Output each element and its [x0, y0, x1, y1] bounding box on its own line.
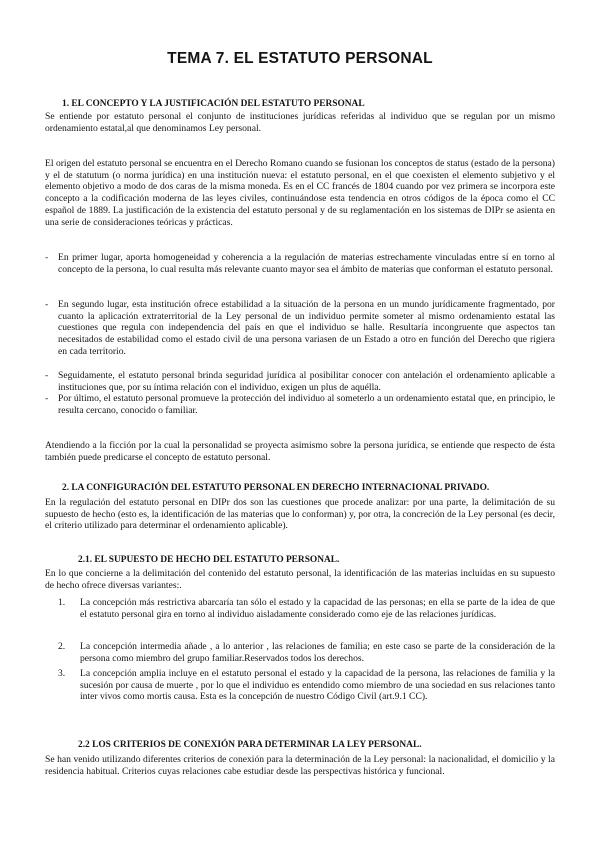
section-1-origin-paragraph: El origen del estatuto personal se encuentra en el Derecho Romano cuando se fusionan los conceptos de status (estado de la persona) y el de statutum (o norma jurídica) en una institución nueva: el estatuto personal, en el que coexisten el elemento subjetivo y el elemento objetivo a modo de dos caras de la misma moneda. Es en el CC francés de 1804 cuando por vez primera se incorpora este concepto a la codificación moderna de las leyes civiles, continuándose esta tendencia en otros códigos de la época como el CC español de 1889. La justificación de la existencia del estatuto personal y de su reglamentación en los sistemas de DIPr se asienta en una serie de consideraciones teóricas y prácticas.	[45, 158, 555, 228]
item-text: La concepción más restrictiva abarcaría tan sólo el estado y la capacidad de las personas; en ella se parte de la idea de que el estatuto personal gira en torno al individuo aisladamente considerado como eje de las relaciones jurídicas.	[80, 597, 555, 620]
section-1-heading: 1. EL CONCEPTO Y LA JUSTIFICACIÓN DEL ESTATUTO PERSONAL	[62, 99, 365, 109]
bullet-text: Seguidamente, el estatuto personal brinda seguridad jurídica al posibilitar conocer con antelación el ordenamiento aplicable a instituciones que, por su íntima relación con el individuo, exigen un plus de aquélla.	[58, 370, 555, 393]
bullet-dash: -	[45, 299, 49, 310]
subsection-2-1-intro: En lo que concierne a la delimitación del contenido del estatuto personal, la identificación de las materias incluidas en su supuesto de hecho ofrece diversas variantes:.	[45, 568, 555, 591]
bullet-text: Por último, el estatuto personal promueve la protección del individuo al someterlo a un ordenamiento estatal que, en principio, le resulta cercano, conocido o familiar.	[58, 393, 555, 416]
bullet-dash: -	[45, 393, 49, 404]
section-1-closing: Atendiendo a la ficción por la cual la personalidad se proyecta asimismo sobre la persona jurídica, se entiende que respecto de ésta también puede predicarse el concepto de estatuto personal.	[45, 440, 555, 463]
subsection-2-2-text: Se han venido utilizando diferentes criterios de conexión para la determinación de la Ley personal: la nacionalidad, el domicilio y la residencia habitual. Criterios cuyas relaciones cabe estudiar desde las perspectivas histórica y funcional.	[45, 754, 555, 777]
subsection-2-2-heading: 2.2 LOS CRITERIOS DE CONEXIÓN PARA DETERMINAR LA LEY PERSONAL.	[78, 740, 422, 750]
section-2-intro: En la regulación del estatuto personal en DIPr dos son las cuestiones que procede analizar: por una parte, la delimitación de su supuesto de hecho (esto es, la identificación de las materias que lo conforman) y, por otra, la concreción de la Ley personal (es decir, el criterio utilizado para determinar el ordenamiento aplicable).	[45, 497, 555, 532]
item-number: 3.	[58, 668, 66, 679]
bullet-dash: -	[45, 370, 49, 381]
subsection-2-1-heading: 2.1. EL SUPUESTO DE HECHO DEL ESTATUTO PERSONAL.	[78, 555, 340, 565]
item-number: 2.	[58, 641, 66, 652]
page-title: TEMA 7. EL ESTATUTO PERSONAL	[167, 50, 433, 67]
bullet-dash: -	[45, 252, 49, 263]
item-text: La concepción amplia incluye en el estatuto personal el estado y la capacidad de la persona, las relaciones de familia y la sucesión por causa de muerte , por lo que el individuo es entendido como miembro de una sociedad en sus relaciones tanto inter vivos como mortis causa. Esta es la concepción de nuestro Código Civil (art.9.1 CC).	[80, 668, 555, 703]
section-1-intro: Se entiende por estatuto personal el conjunto de instituciones jurídicas referidas al individuo que se regulan por un mismo ordenamiento estatal,al que denominamos Ley personal.	[45, 111, 555, 134]
bullet-text: En segundo lugar, esta institución ofrece estabilidad a la situación de la persona en un mundo jurídicamente fragmentado, por cuanto la aplicación extraterritorial de la Ley personal de un individuo permite someter al mismo ordenamiento estatal las cuestiones que regula con independencia del país en que el individuo se halle. Resultaría incongruente que aspectos tan necesitados de estabilidad como el estado civil de una persona variasen de un Estado a otro en función del Derecho que rigiera en cada territorio.	[58, 299, 555, 357]
bullet-text: En primer lugar, aporta homogeneidad y coherencia a la regulación de materias estrechamente vinculadas entre sí en torno al concepto de la persona, lo cual resulta más relevante cuanto mayor sea el ámbito de materias que conforman el estatuto personal.	[58, 252, 555, 275]
item-text: La concepción intermedia añade , a lo anterior , las relaciones de familia; en este caso se parte de la consideración de la persona como miembro del grupo familiar.Reservados todos los derechos.	[80, 641, 555, 664]
item-number: 1.	[58, 597, 66, 608]
section-2-heading: 2. LA CONFIGURACIÓN DEL ESTATUTO PERSONAL EN DERECHO INTERNACIONAL PRIVADO.	[62, 483, 490, 493]
